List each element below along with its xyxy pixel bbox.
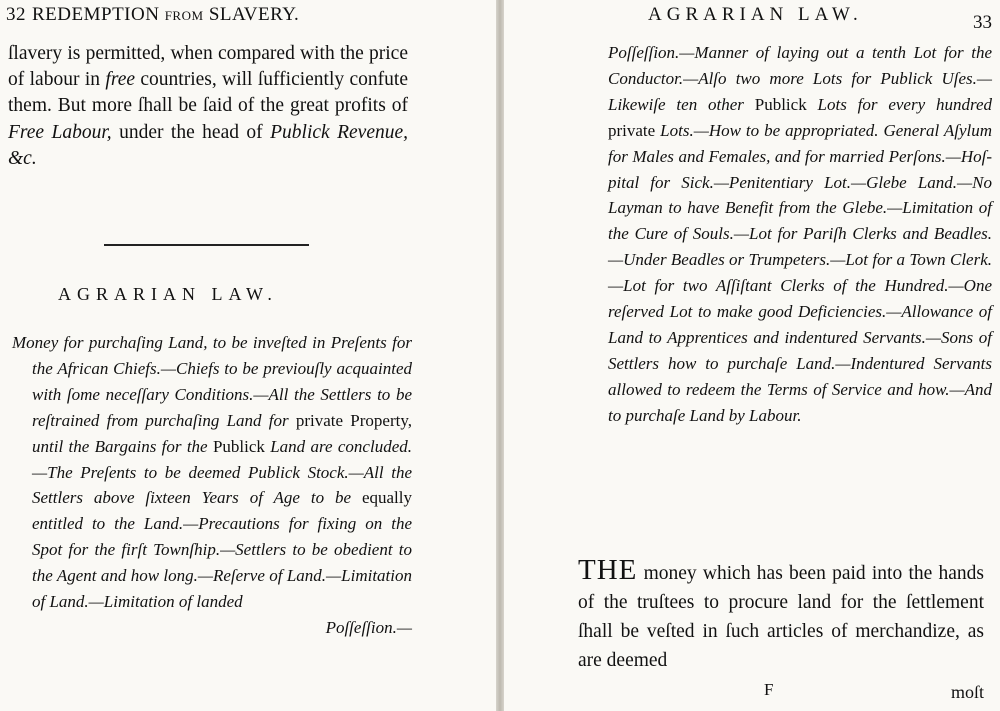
- right-running-head: AGRARIAN LAW.: [648, 4, 863, 25]
- section-divider-rule: [104, 244, 309, 246]
- summary-run: Lots for every hundred: [806, 94, 992, 114]
- summary-run-roman: Publick: [212, 436, 265, 456]
- catchword: moſt: [950, 682, 984, 702]
- text-run: ſlavery is permitted, when compared with the price of labour in: [8, 43, 408, 91]
- right-body-paragraph: [578, 556, 984, 675]
- summary-run: Lots.—How to be appropriated. General Aſylum for Males and Females, and for married Perſons.—Hoſpital for Sick.—Penitentiary Lot.—Glebe Land.—No Layman to have Benefit from the Glebe.—Limitation of the Cure of Souls.—Lot for Pariſh Clerks and Beadles.—Under Beadles or Trumpeters.—Lot for a Town Clerk.—Lot for two Aſſiſtant Clerks of the Hundred.—One reſerved Lot to make good Deficiencies.—Allowance of Land to Apprentices and indentured Servants.—Sons of Settlers how to purchaſe Land.—Indentured Servants allowed to redeem the Terms of Service and how.—And to purchaſe Land by Labour.: [608, 120, 992, 425]
- summary-run: entitled to the Land.—Precautions for fixing on the Spot for the firſt Townſhip.—Settlers to be obedient to the Agent and how long.—Reſerve of Land.—Limitation of Land.—Limitation of landed: [32, 514, 412, 612]
- left-page-number: 32: [6, 4, 26, 25]
- right-chapter-summary: [608, 40, 992, 429]
- book-gutter: [496, 0, 504, 711]
- summary-run: Poſſeſſion.—Manner of laying out a tenth Lot for the Conductor.—Alſo two more Lots for Publick Uſes.—Likewiſe ten other: [608, 43, 992, 114]
- summary-run-roman: private Property,: [295, 410, 412, 430]
- text-run-italic: Free Labour,: [8, 121, 112, 143]
- summary-run-roman: private: [608, 120, 656, 140]
- text-run: under the head of: [111, 121, 271, 143]
- right-page-number: 33: [973, 12, 992, 33]
- drop-cap: THE: [578, 554, 638, 586]
- left-chapter-summary: [12, 330, 412, 641]
- left-continued-paragraph: [8, 41, 408, 172]
- summary-run: Money for purchaſing Land, to be inveſted in Preſents for the African Chiefs.—Chiefs to be previouſly acquainted with ſome neceſſary Conditions.—All the Settlers to be reſtrained from purchaſing Land for: [12, 333, 412, 430]
- summary-run-roman: Publick: [754, 94, 807, 114]
- text-run-italic: free: [105, 69, 135, 91]
- text-run: countries, will ſufficiently confute them. But more ſhall be ſaid of the great profits of: [8, 69, 408, 117]
- summary-run: until the Bargains for the: [32, 436, 213, 456]
- signature-mark: F: [764, 680, 774, 699]
- section-heading: AGRARIAN LAW.: [58, 284, 278, 304]
- running-head-part-a: REDEMPTION: [32, 4, 160, 25]
- summary-run-roman: equally: [361, 488, 412, 508]
- summary-line-end: Poſſeſſion.—: [325, 617, 412, 637]
- text-run-italic: Publick Revenue, &c.: [8, 121, 409, 169]
- left-running-head: [6, 4, 299, 26]
- right-page: [504, 0, 1000, 711]
- summary-run: Land are concluded.—The Preſents to be deemed Publick Stock.—All the Settlers above ſixteen Years of Age to be: [32, 436, 412, 508]
- running-head-small: FROM: [164, 8, 204, 23]
- left-page: [0, 0, 496, 711]
- running-head-part-b: SLAVERY.: [208, 4, 300, 25]
- body-text: money which has been paid into the hands of the truſtees to procure land for the ſettlement ſhall be veſted in ſuch articles of merchandize, as are deemed: [578, 563, 984, 671]
